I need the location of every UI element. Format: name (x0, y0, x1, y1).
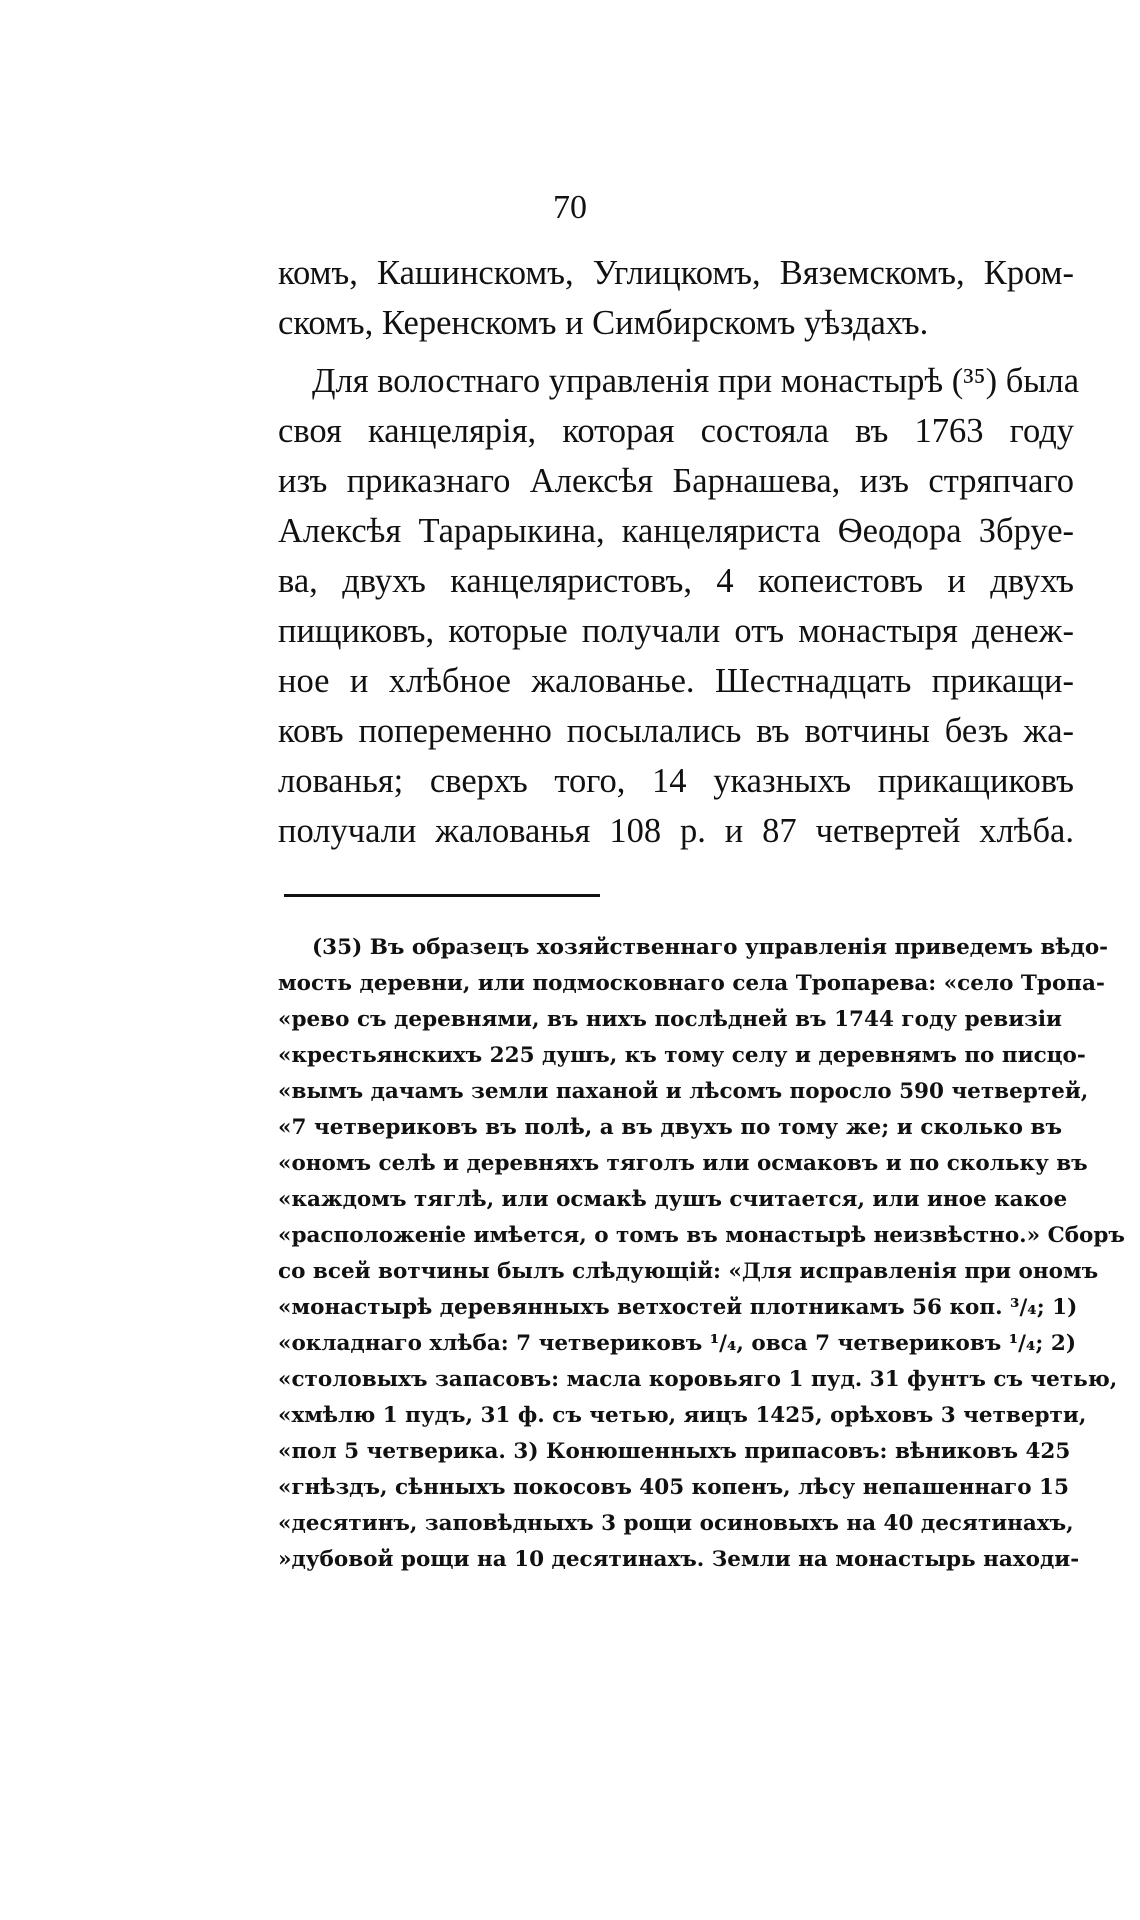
footnote-line: »дубовой рощи на 10 десятинахъ. Земли на монастырь находи- (278, 1547, 1080, 1572)
footnote-line: «рево съ деревнями, въ нихъ послѣдней въ 1744 году ревизіи (278, 1007, 1062, 1032)
footnote-line: «гнѣздъ, сѣнныхъ покосовъ 405 копенъ, лѣсу непашеннаго 15 (278, 1475, 1069, 1500)
footnote-line: «монастырѣ деревянныхъ ветхостей плотникамъ 56 коп. ³/₄; 1) (278, 1295, 1078, 1320)
main-text-line: изъ приказнаго Алексѣя Барнашева, изъ стряпчаго (278, 462, 1074, 500)
main-text-line: ковъ попеременно посылались въ вотчины безъ жа- (278, 712, 1074, 750)
footnote-line: «десятинъ, заповѣдныхъ 3 рощи осиновыхъ на 40 десятинахъ, (278, 1511, 1074, 1536)
main-text-line: ва, двухъ канцеляристовъ, 4 копеистовъ и двухъ (278, 562, 1074, 600)
footnote-block (278, 930, 1125, 1578)
footnote-line: «7 четвериковъ въ полѣ, а въ двухъ по тому же; и сколько въ (278, 1115, 1062, 1140)
footnote-line: «окладнаго хлѣба: 7 четвериковъ ¹/₄, овса 7 четвериковъ ¹/₄; 2) (278, 1331, 1076, 1356)
main-text-line: своя канцелярія, которая состояла въ 1763 году (278, 412, 1074, 450)
main-text-line: комъ, Кашинскомъ, Углицкомъ, Вяземскомъ, Кром- (278, 254, 1074, 292)
footnote-line: (35) Въ образецъ хозяйственнаго управленія приведемъ вѣдо- (312, 935, 1109, 960)
main-text-line: ное и хлѣбное жалованье. Шестнадцать прикащи- (278, 662, 1074, 700)
main-text-block (278, 248, 1080, 856)
footnote-line: «столовыхъ запасовъ: масла коровьяго 1 пуд. 31 фунтъ съ четью, (278, 1367, 1118, 1392)
main-text-line: скомъ, Керенскомъ и Симбирскомъ уѣздахъ. (278, 304, 929, 342)
main-text-line: Алексѣя Тарарыкина, канцеляриста Ѳеодора Збруе- (278, 512, 1074, 550)
footnote-line: «каждомъ тяглѣ, или осмакѣ душъ считается, или иное какое (278, 1187, 1068, 1212)
footnote-separator (284, 894, 600, 897)
footnote-line: «крестьянскихъ 225 душъ, къ тому селу и деревнямъ по писцо- (278, 1043, 1086, 1068)
main-text-line: получали жалованья 108 р. и 87 четвертей хлѣба. (278, 812, 1074, 850)
footnote-line: «вымъ дачамъ земли паханой и лѣсомъ поросло 590 четвертей, (278, 1079, 1089, 1104)
page-number: 70 (553, 189, 587, 226)
footnote-line: мость деревни, или подмосковнаго села Тропарева: «село Тропа- (278, 971, 1105, 996)
footnote-line: «расположеніе имѣется, о томъ въ монастырѣ неизвѣстно.» Сборъ (278, 1223, 1125, 1248)
main-text-line: лованья; сверхъ того, 14 указныхъ прикащиковъ (278, 762, 1074, 800)
footnote-line: «хмѣлю 1 пудъ, 31 ф. съ четью, яицъ 1425, орѣховъ 3 четверти, (278, 1403, 1087, 1428)
main-text-line: пищиковъ, которые получали отъ монастыря денеж- (278, 612, 1074, 650)
footnote-line: «ономъ селѣ и деревняхъ тяголъ или осмаковъ и по скольку въ (278, 1151, 1088, 1176)
footnote-line: со всей вотчины былъ слѣдующій: «Для исправленія при ономъ (278, 1259, 1099, 1284)
main-text-line: Для волостнаго управленія при монастырѣ (³⁵) была (312, 362, 1080, 400)
footnote-line: «пол 5 четверика. 3) Конюшенныхъ припасовъ: вѣниковъ 425 (278, 1439, 1071, 1464)
